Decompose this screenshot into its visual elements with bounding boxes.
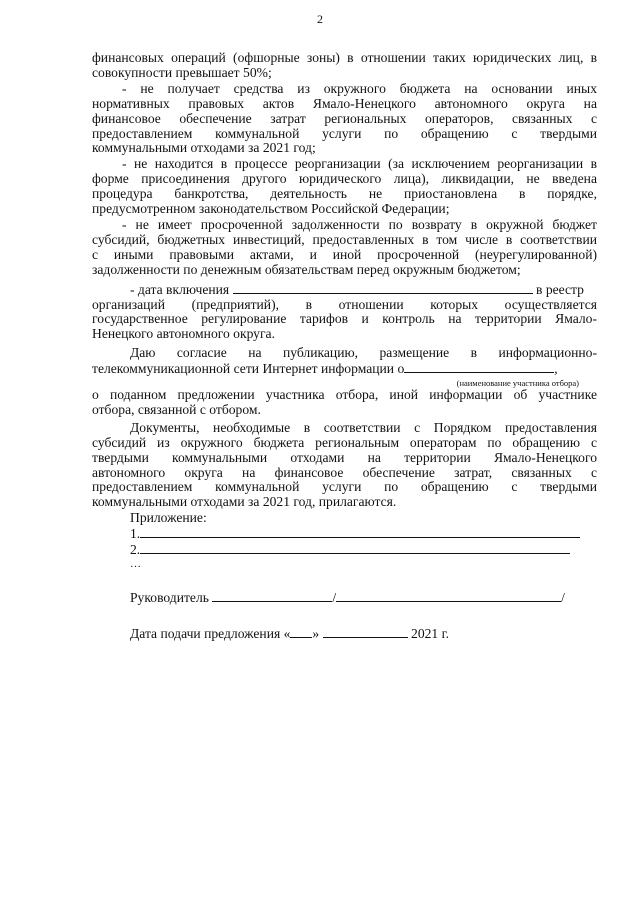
- text-line: финансовых операций (офшорные зоны) в отношении таких юридических лиц, в: [92, 50, 597, 65]
- text-line: нормативных правовых актов Ямало-Ненецкого автономного округа на: [92, 95, 597, 111]
- text-line: организаций (предприятий), в отношении которых осуществляется: [92, 296, 597, 312]
- participant-name-caption: (наименование участника отбора): [456, 378, 579, 389]
- text-line: субсидий, бюджетных инвестиций, предоставленных в том числе в соответствии: [92, 231, 597, 247]
- participant-name-blank[interactable]: [404, 361, 554, 373]
- day-blank[interactable]: [290, 626, 312, 638]
- name-blank[interactable]: [336, 590, 561, 602]
- text-line: Даю согласие на публикацию, размещение в информационно-: [130, 345, 597, 361]
- text-line: Ненецкого автономного округа.: [92, 326, 275, 342]
- paragraph-registry-date: [92, 282, 597, 343]
- registry-date-label: - дата включения: [130, 281, 230, 297]
- text-line: отбора, связанной с отбором.: [92, 401, 261, 417]
- signature-label: Руководитель: [130, 590, 209, 605]
- text-line: - не находится в процессе реорганизации (за исключением реорганизации в: [122, 156, 597, 172]
- year-text: 2021 г.: [411, 625, 450, 641]
- text-line: [92, 361, 597, 377]
- registry-label: в реестр: [536, 281, 584, 297]
- attachment-item-2: [130, 542, 597, 558]
- signature-blank[interactable]: [212, 590, 332, 602]
- text-line: форме присоединения другого юридического лица), ликвидации, не введена: [92, 171, 597, 187]
- date-close: »: [312, 625, 320, 641]
- text-line: - не имеет просроченной задолженности по возврату в окружной бюджет: [122, 216, 597, 232]
- paragraph-documents: [92, 421, 597, 510]
- attachment-number: 2.: [130, 542, 141, 558]
- text-line: государственное регулирование тарифов и контроль на территории Ямало-: [92, 311, 597, 327]
- attachment-blank[interactable]: [140, 526, 580, 538]
- text-line: субсидий из окружного бюджета региональным операторам по обращению с: [92, 434, 597, 450]
- text-line: задолженности по денежным обязательствам перед окружным бюджетом;: [92, 261, 521, 277]
- attachment-item-1: [130, 526, 597, 542]
- text-line: автономного округа на финансовое обеспечение затрат, связанных с: [92, 464, 597, 480]
- slash: /: [332, 590, 337, 605]
- text-line: с иными правовыми актами, и иной просроченной (неурегулированной): [92, 246, 597, 262]
- text-line: коммунальными отходами за 2021 год, прилагаются.: [92, 494, 397, 510]
- text-line: предоставлением коммунальной услуги по обращению с твердыми: [92, 479, 597, 495]
- document-body: [92, 51, 597, 642]
- text-line: совокупности превышает 50%;: [92, 64, 272, 80]
- registry-date-blank[interactable]: [233, 282, 533, 294]
- text-line: предусмотренном законодательством Российской Федерации;: [92, 201, 450, 217]
- text-line: [92, 282, 597, 298]
- slash: /: [561, 590, 565, 605]
- paragraph-consent: [92, 346, 597, 418]
- text-line: - не получает средства из окружного бюджета на основании иных: [122, 80, 597, 96]
- paragraph-no-debt: [92, 218, 597, 278]
- text-line: процедура банкротства, деятельность не приостановлена в порядке,: [92, 186, 597, 202]
- paragraph-no-reorganization: [92, 157, 597, 217]
- consent-text: телекоммуникационной сети Интернет информации о: [92, 361, 405, 377]
- text-line: Документы, необходимые в соответствии с Порядком предоставления: [130, 419, 597, 435]
- comma: ,: [554, 361, 558, 377]
- signature-line: [130, 590, 597, 606]
- text-line: предоставлением коммунальной услуги по обращению с твердыми: [92, 125, 597, 141]
- attachment-label: Приложение:: [130, 510, 207, 526]
- attachment-ellipsis: …: [130, 558, 141, 570]
- attachment-number: 1.: [130, 526, 141, 542]
- text-line: коммунальными отходами за 2021 год;: [92, 140, 316, 156]
- submission-date-line: [130, 626, 597, 642]
- paragraph-no-budget-funds: [92, 82, 597, 157]
- text-line: твердыми коммунальными отходами на территории Ямало-Ненецкого: [92, 449, 597, 465]
- text-line: финансовое обеспечение затрат региональных операторов, связанных с: [92, 110, 597, 126]
- paragraph-offshore: [92, 51, 597, 81]
- date-label: Дата подачи предложения «: [130, 625, 291, 641]
- attachment-blank[interactable]: [140, 542, 570, 554]
- text-line: о поданном предложении участника отбора, иной информации об участнике: [92, 387, 597, 403]
- page-number: 2: [317, 12, 323, 26]
- month-blank[interactable]: [323, 626, 408, 638]
